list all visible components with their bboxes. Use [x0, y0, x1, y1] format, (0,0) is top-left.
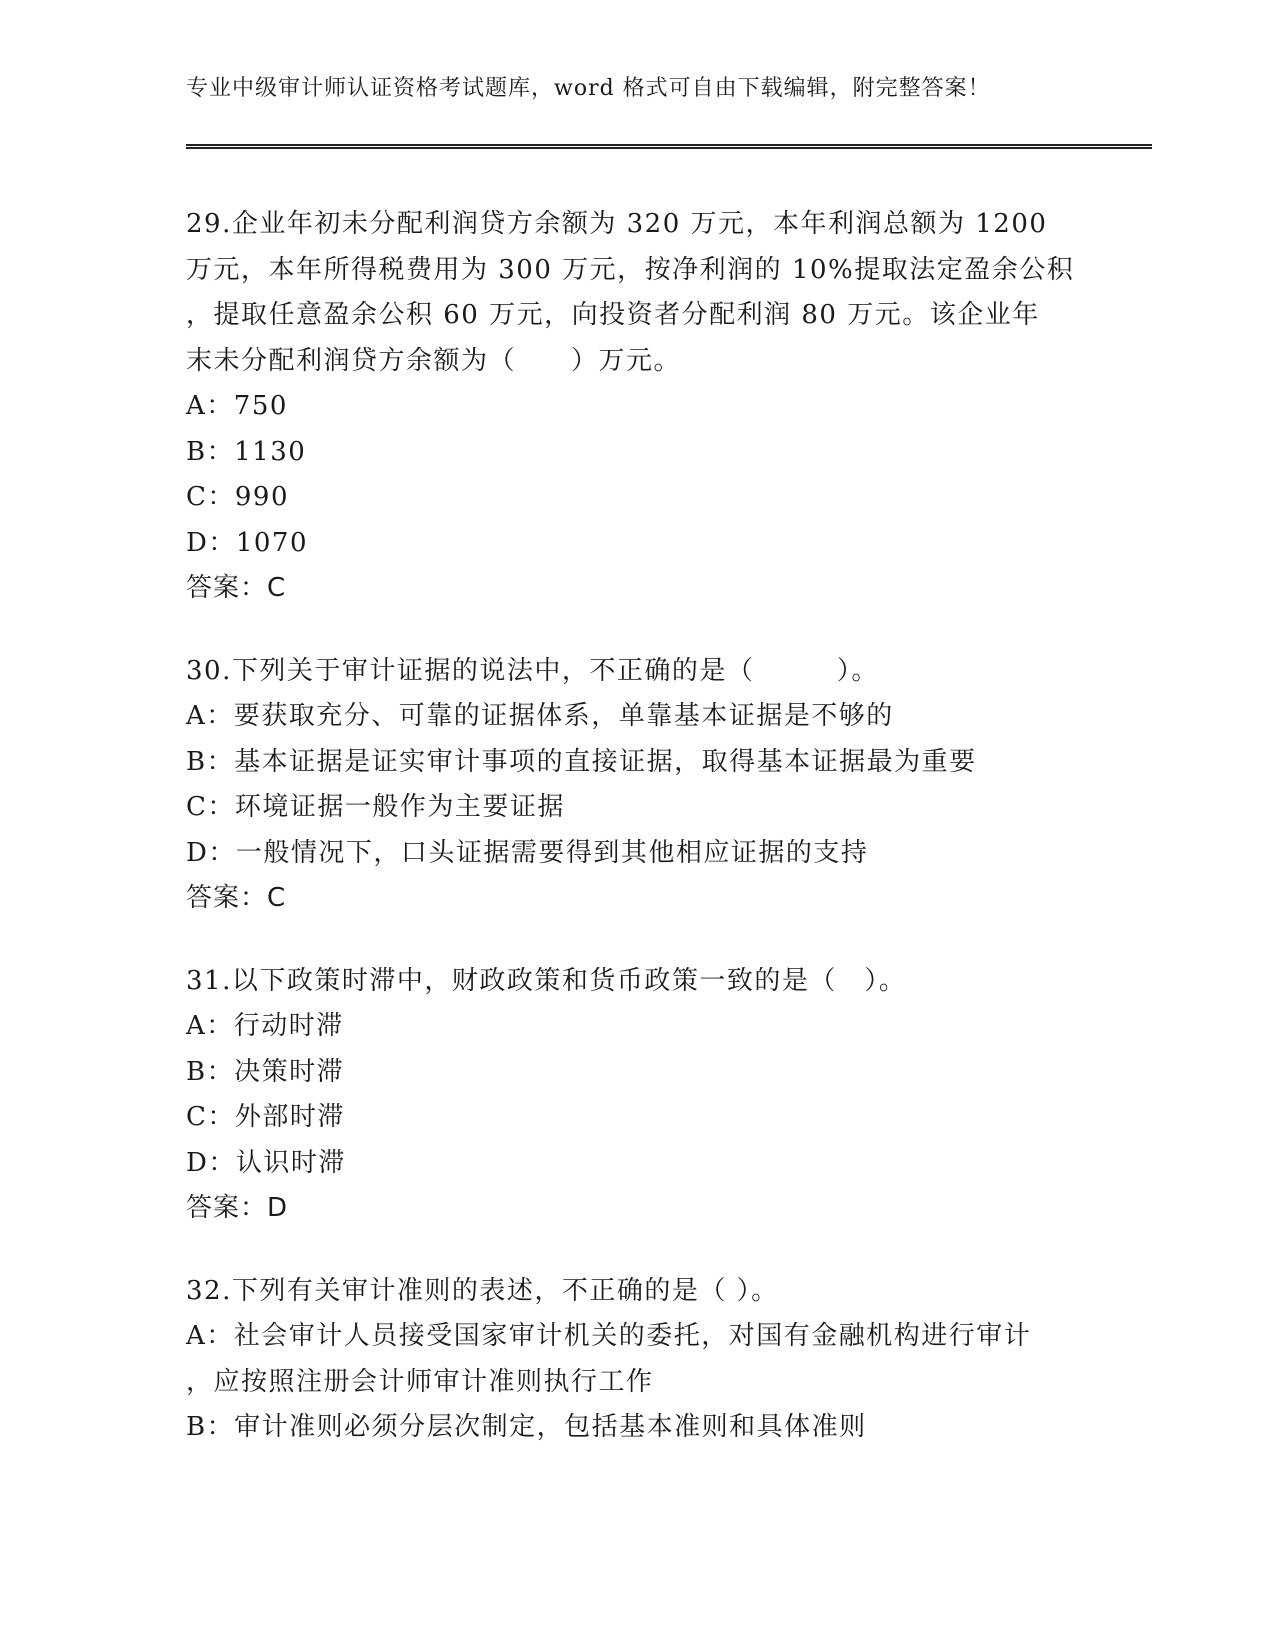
- answer-option: A：社会审计人员接受国家审计机关的委托，对国有金融机构进行审计: [186, 1321, 1032, 1351]
- answer-key: 答案：C: [186, 573, 287, 603]
- answer-option: A：750: [186, 391, 288, 421]
- answer-option: C：外部时滞: [186, 1102, 345, 1132]
- question-stem-line: 32.下列有关审计准则的表述，不正确的是（ ）。: [186, 1275, 779, 1306]
- answer-option: ，应按照注册会计师审计准则执行工作: [186, 1366, 654, 1397]
- question-stem-line: 31.以下政策时滞中，财政政策和货币政策一致的是（ ）。: [186, 965, 907, 996]
- question-block: [186, 1269, 1086, 1451]
- answer-option: B：审计准则必须分层次制定，包括基本准则和具体准则: [186, 1412, 867, 1442]
- question-stem-line: 末未分配利润贷方余额为（ ）万元。: [186, 345, 682, 376]
- question-block: [186, 202, 1086, 612]
- answer-option: A：要获取充分、可靠的证据体系，单靠基本证据是不够的: [186, 701, 894, 731]
- header-divider: [186, 144, 1152, 149]
- question-stem-line: 万元，本年所得税费用为 300 万元，按净利润的 10%提取法定盈余公积: [186, 254, 1075, 285]
- answer-option: C：环境证据一般作为主要证据: [186, 792, 565, 822]
- answer-option: D：1070: [186, 527, 309, 558]
- question-block: [186, 649, 1086, 922]
- answer-option: B：基本证据是证实审计事项的直接证据，取得基本证据最为重要: [186, 746, 977, 777]
- answer-option: D：认识时滞: [186, 1147, 346, 1178]
- question-stem-line: ，提取任意盈余公积 60 万元，向投资者分配利润 80 万元。该企业年: [186, 300, 1040, 330]
- answer-option: D：一般情况下，口头证据需要得到其他相应证据的支持: [186, 837, 869, 868]
- question-stem-line: 29.企业年初未分配利润贷方余额为 320 万元，本年利润总额为 1200: [186, 209, 1048, 239]
- answer-option: A：行动时滞: [186, 1011, 344, 1041]
- answer-key: 答案：D: [186, 1193, 289, 1223]
- answer-option: B：决策时滞: [186, 1056, 345, 1087]
- question-block: [186, 959, 1086, 1232]
- answer-option: B：1130: [186, 436, 307, 467]
- answer-option: C：990: [186, 482, 290, 512]
- answer-key: 答案：C: [186, 883, 287, 913]
- question-stem-line: 30.下列关于审计证据的说法中，不正确的是（ ）。: [186, 655, 879, 686]
- page-header: 专业中级审计师认证资格考试题库，word 格式可自由下载编辑，附完整答案！: [186, 76, 991, 101]
- question-list: [186, 202, 1086, 1488]
